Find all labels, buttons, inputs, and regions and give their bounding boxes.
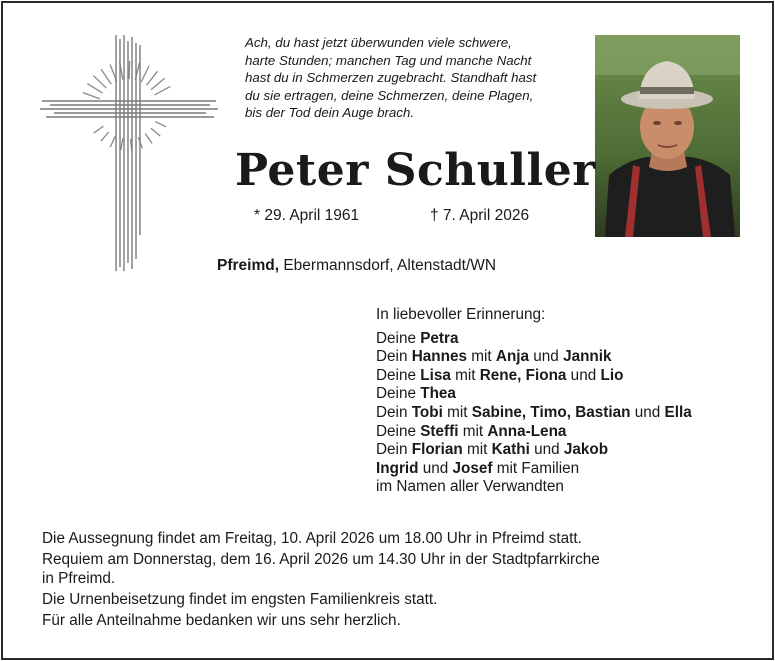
sun-ray bbox=[101, 132, 109, 141]
sun-ray bbox=[93, 76, 106, 89]
mourner-text: Dein bbox=[376, 403, 412, 421]
mourner-line bbox=[376, 404, 692, 423]
mourner-name: Anna-Lena bbox=[487, 422, 567, 440]
mourners-list bbox=[376, 330, 692, 497]
poem-line: hast du in Schmerzen zugebracht. Standhaft hast bbox=[245, 70, 537, 85]
deceased-name: Peter Schuller bbox=[235, 145, 596, 196]
mourner-text: mit Familien bbox=[492, 459, 580, 477]
mourner-line bbox=[376, 441, 692, 460]
mourner-line bbox=[376, 385, 692, 404]
mourner-name: Lisa bbox=[420, 366, 451, 384]
sun-ray bbox=[110, 136, 115, 147]
mourner-text: mit bbox=[458, 422, 488, 440]
mourner-text: Dein bbox=[376, 348, 412, 366]
mourner-text: mit bbox=[442, 403, 472, 421]
mourner-text: und bbox=[529, 441, 564, 459]
mourner-name: Anja bbox=[495, 348, 530, 366]
poem-line: bis der Tod dein Auge brach. bbox=[245, 105, 415, 120]
mourner-text: Dein bbox=[376, 441, 412, 459]
mourner-name: Ella bbox=[664, 403, 692, 421]
sun-ray bbox=[129, 61, 130, 79]
mourner-name: Jakob bbox=[563, 441, 609, 459]
sun-ray bbox=[121, 139, 123, 151]
mourner-name: Ingrid bbox=[376, 459, 419, 477]
mourners-block bbox=[376, 306, 692, 497]
mourner-name: Rene, Fiona bbox=[479, 366, 567, 384]
birth-date: * 29. April 1961 bbox=[254, 207, 360, 224]
mourner-line bbox=[376, 460, 692, 479]
sun-ray bbox=[141, 66, 149, 82]
mourner-text: Deine bbox=[376, 366, 421, 384]
mourner-name: Hannes bbox=[411, 348, 467, 366]
mourner-text: Deine bbox=[376, 422, 421, 440]
mourner-line bbox=[376, 423, 692, 442]
sun-ray bbox=[94, 126, 104, 133]
mourner-line bbox=[376, 330, 692, 349]
mourner-text: Deine bbox=[376, 329, 421, 347]
mourner-name: Thea bbox=[420, 385, 456, 403]
poem-line: harte Stunden; manchen Tag und manche Nacht bbox=[245, 52, 532, 68]
death-date: † 7. April 2026 bbox=[430, 207, 530, 224]
poem bbox=[245, 34, 590, 122]
obituary-card bbox=[1, 1, 774, 660]
mourners-heading: In liebevoller Erinnerung: bbox=[376, 306, 546, 323]
sun-ray bbox=[154, 86, 170, 94]
mourner-name: Kathi bbox=[491, 441, 530, 459]
sun-ray bbox=[146, 71, 157, 85]
mourner-name: Josef bbox=[452, 459, 493, 477]
sun-ray bbox=[145, 134, 152, 144]
sun-ray bbox=[155, 122, 166, 127]
mourner-name: Florian bbox=[411, 441, 463, 459]
burial-notice: Die Urnenbeisetzung findet im engsten Familienkreis statt. bbox=[42, 590, 438, 608]
mourner-name: Jannik bbox=[563, 348, 612, 366]
mourner-line bbox=[376, 367, 692, 386]
mourner-name: Sabine, Timo, Bastian bbox=[471, 403, 631, 421]
service-notice-line: Die Aussegnung findet am Freitag, 10. April 2026 um 18.00 Uhr in Pfreimd statt. bbox=[42, 530, 582, 547]
sun-ray bbox=[151, 128, 160, 136]
service-notice-line: Requiem am Donnerstag, dem 16. April 2026 um 14.30 Uhr in der Stadtpfarrkirche bbox=[42, 551, 600, 569]
mourner-text: im Namen aller Verwandten bbox=[376, 478, 564, 496]
cross-with-sunburst-icon bbox=[40, 35, 218, 273]
mourner-text: und bbox=[630, 403, 665, 421]
mourner-text: Deine bbox=[376, 385, 421, 403]
mourner-text: mit bbox=[450, 366, 480, 384]
place-line bbox=[217, 257, 496, 275]
sun-ray bbox=[83, 93, 100, 99]
mourner-text: mit bbox=[466, 348, 496, 366]
place-main: Pfreimd, bbox=[217, 257, 280, 274]
mourner-name: Steffi bbox=[420, 422, 459, 440]
mourner-name: Tobi bbox=[411, 403, 443, 421]
mourner-line bbox=[376, 348, 692, 367]
sun-ray bbox=[87, 84, 102, 94]
mourner-line bbox=[376, 478, 692, 497]
service-notice-line: in Pfreimd. bbox=[42, 569, 116, 587]
portrait-photo bbox=[595, 35, 740, 237]
mourner-text: und bbox=[566, 366, 601, 384]
mourner-text: und bbox=[418, 459, 453, 477]
thanks-notice: Für alle Anteilnahme bedanken wir uns sehr herzlich. bbox=[42, 612, 401, 630]
mourner-text: mit bbox=[462, 441, 492, 459]
place-rest: Ebermannsdorf, Altenstadt/WN bbox=[279, 257, 497, 274]
mourner-name: Lio bbox=[600, 366, 624, 384]
mourner-text: und bbox=[529, 348, 564, 366]
poem-line: Ach, du hast jetzt überwunden viele schwere, bbox=[245, 35, 512, 50]
sun-ray bbox=[151, 78, 165, 90]
mourner-name: Petra bbox=[420, 329, 459, 347]
sun-ray bbox=[101, 69, 111, 84]
notices-block bbox=[42, 530, 600, 630]
poem-line: du sie ertragen, deine Schmerzen, deine Plagen, bbox=[245, 87, 534, 103]
